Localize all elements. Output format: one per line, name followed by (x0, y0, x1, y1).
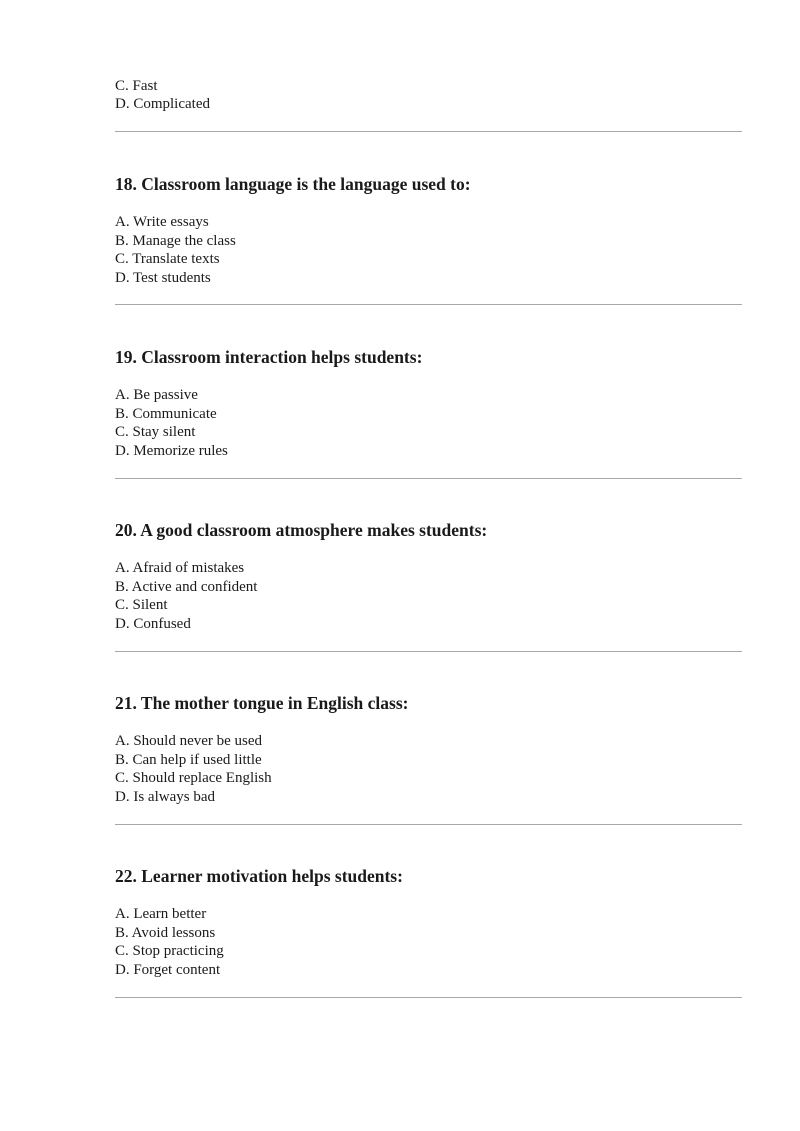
question-20-option-b: B. Active and confident (115, 579, 258, 595)
option-c: C. Fast (115, 78, 158, 94)
question-22-title: 22. Learner motivation helps students: (115, 866, 403, 886)
separator (115, 304, 742, 305)
question-22-option-b: B. Avoid lessons (115, 925, 216, 941)
separator (115, 478, 742, 479)
separator (115, 131, 742, 132)
question-18-title: 18. Classroom language is the language used to: (115, 174, 471, 194)
question-19-option-d: D. Memorize rules (115, 443, 228, 459)
question-21-title: 21. The mother tongue in English class: (115, 693, 409, 713)
question-20-option-c: C. Silent (115, 597, 168, 613)
separator (115, 824, 742, 825)
question-22-option-d: D. Forget content (115, 962, 221, 978)
question-21-option-b: B. Can help if used little (115, 752, 262, 768)
question-21-option-c: C. Should replace English (115, 770, 272, 786)
question-18-option-c: C. Translate texts (115, 251, 220, 267)
question-19-option-b: B. Communicate (115, 406, 217, 422)
question-19-title: 19. Classroom interaction helps students: (115, 347, 423, 367)
question-22-option-a: A. Learn better (115, 906, 207, 922)
separator (115, 997, 742, 998)
question-19-option-a: A. Be passive (115, 387, 198, 403)
separator (115, 651, 742, 652)
question-18-option-a: A. Write essays (115, 214, 209, 230)
question-20-option-d: D. Confused (115, 616, 191, 632)
question-21-option-a: A. Should never be used (115, 733, 263, 749)
question-19-option-c: C. Stay silent (115, 424, 196, 440)
question-18-option-d: D. Test students (115, 270, 211, 286)
question-22-option-c: C. Stop practicing (115, 943, 224, 959)
question-20-title: 20. A good classroom atmosphere makes students: (115, 520, 488, 540)
question-21-option-d: D. Is always bad (115, 789, 215, 805)
question-20-option-a: A. Afraid of mistakes (115, 560, 245, 576)
option-d: D. Complicated (115, 96, 210, 112)
question-18-option-b: B. Manage the class (115, 233, 236, 249)
